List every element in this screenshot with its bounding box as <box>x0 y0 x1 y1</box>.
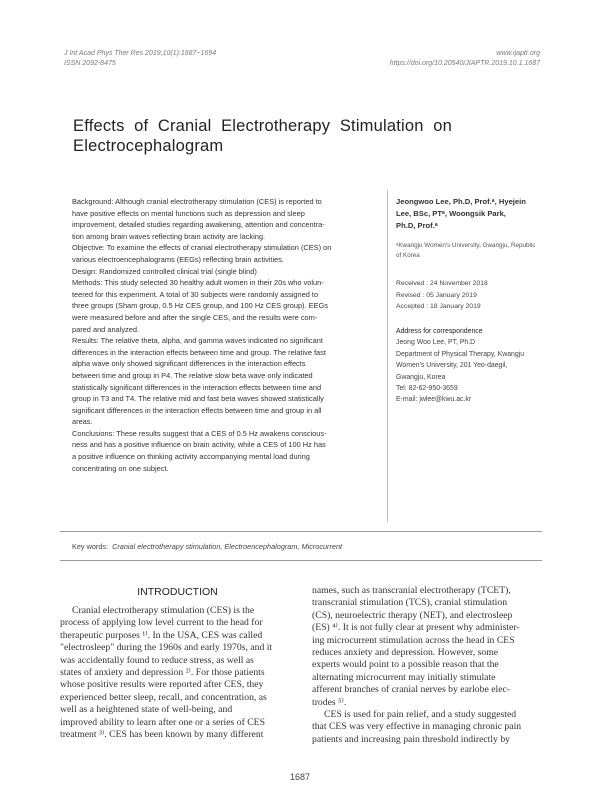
abstract-line: Background: Although cranial electrotherapy stimulation (CES) is reported to <box>72 197 322 206</box>
abstract-line: statistically significant differences in the interaction effects between time and <box>72 382 322 392</box>
received-date: Received : 24 November 2018 <box>396 280 488 287</box>
author-line: Lee, BSc, PTᵃ, Woongsik Park, <box>396 209 506 218</box>
body-line: treatment ³⁾. CES has been known by many different <box>60 729 264 741</box>
author-line: Ph.D, Prof.ᵃ <box>396 221 438 230</box>
body-line: alternating microcurrent may initially stimulate <box>312 671 496 683</box>
body-line: that CES was very effective in managing chronic pain <box>312 721 522 733</box>
abstract-line: alpha wave only showed significant differences in the interaction effects <box>72 359 306 369</box>
keywords-value: Cranial electrotherapy stimulation, Electroencephalogram, Microcurrent <box>112 542 343 551</box>
body-line: reduces anxiety and depression. However, some <box>312 647 499 659</box>
affiliation <box>396 241 546 261</box>
correspondence-title: Address for correspondence <box>396 328 483 335</box>
abstract-line: ness and has a positive influence on brain activity, while a CES of 100 Hz has <box>72 440 326 450</box>
abstract-line: significant differences in the interaction effects between time and group in all <box>72 405 322 415</box>
body-line: afferent branches of cranial nerves by earlobe elec- <box>312 684 511 696</box>
body-line: "electrosleep" during the 1960s and early 1970s, and it <box>60 642 273 654</box>
affiliation-line: of Korea <box>396 252 420 259</box>
keywords-top-rule <box>60 531 542 532</box>
accepted-date: Accepted : 18 January 2019 <box>396 303 481 311</box>
abstract-line: concentrating on one subject. <box>72 463 169 473</box>
body-line: patients and increasing pain threshold indirectly by <box>312 733 511 745</box>
article-title <box>73 116 533 156</box>
abstract-line: three groups (Sham group, 0.5 Hz CES group, and 100 Hz CES group). EEGs <box>72 301 328 311</box>
body-line: transcranial stimulation (TCS), cranial stimulation <box>312 597 508 609</box>
correspondence-line: Women's University, 201 Yeo-daegil, <box>396 362 508 370</box>
body-line: whose positive results were reported after CES, they <box>60 679 264 691</box>
doi-link[interactable]: https://doi.org/10.20540/JIAPTR.2019.10.1.1687 <box>389 60 540 67</box>
body-line: (CS), neuroelectric therapy (NET), and electrosleep <box>312 609 513 621</box>
abstract-line: Design: Randomized controlled clinical trial (single blind) <box>72 266 257 276</box>
journal-citation: J Int Acad Phys Ther Res 2019;10(1):1687~1694 <box>64 50 217 57</box>
correspondence-line: Jeong Woo Lee, PT, Ph.D <box>396 339 476 347</box>
abstract-line: a positive influence on thinking activity accompanying mental load during <box>72 452 310 462</box>
author-line: Jeongwoo Lee, Ph.D, Prof.ᵃ, Hyejein <box>396 197 526 206</box>
keywords <box>72 542 342 552</box>
abstract-line: between time and group in P4. The relative slow beta wave only indicated <box>72 370 313 380</box>
abstract-line: group in T3 and T4. The relative mid and fast beta waves showed statistically <box>72 394 324 404</box>
abstract-line: have positive effects on mental functions such as depression and sleep <box>72 208 305 218</box>
body-column-left <box>60 605 294 741</box>
body-line: improved ability to learn after one or a series of CES <box>60 716 265 728</box>
body-line: trodes ⁵⁾. <box>312 696 347 708</box>
doi-header <box>390 49 540 69</box>
author-list <box>396 196 546 232</box>
article-dates <box>396 278 546 313</box>
abstract-line: teered for this experiment. A total of 30 subjects were randomly assigned to <box>72 289 319 299</box>
body-column-right <box>312 585 546 746</box>
section-heading-introduction: INTRODUCTION <box>137 586 218 598</box>
abstract-line: areas. <box>72 417 93 427</box>
body-line: was accidentally found to reduce stress, as well as <box>60 654 254 666</box>
abstract-line: Methods: This study selected 30 healthy adult women in their 20s who volun- <box>72 278 324 288</box>
abstract-line: were measured before and after the single CES, and the results were com- <box>72 312 318 322</box>
body-line: Cranial electrotherapy stimulation (CES) is the <box>72 605 255 616</box>
column-divider <box>387 190 388 522</box>
correspondence-email[interactable]: E-mail: jwlee@kwu.ac.kr <box>396 396 472 404</box>
body-line: ing microcurrent stimulation across the head in CES <box>312 634 515 646</box>
journal-issn: ISSN 2092-8475 <box>64 60 116 67</box>
title-line-2: Electrocephalogram <box>73 137 224 155</box>
abstract-line: improvement, detailed studies regarding awakening, attention and concentra- <box>72 220 325 230</box>
abstract <box>72 196 379 474</box>
body-line: names, such as transcranial electrotherapy (TCET), <box>312 585 511 596</box>
abstract-line: pared and analyzed. <box>72 324 139 334</box>
body-line: process of applying low level current to the head for <box>60 617 263 629</box>
body-line: experts would point to a possible reason that the <box>312 659 499 671</box>
abstract-line: various electroencephalograms (EEGs) reflecting brain activities. <box>72 254 284 264</box>
journal-website[interactable]: www.ijaptr.org <box>496 50 540 57</box>
keywords-bottom-rule <box>60 560 542 561</box>
body-line: (ES) ⁴⁾. It is not fully clear at present why administer- <box>312 622 520 634</box>
abstract-line: Conclusions: These results suggest that a CES of 0.5 Hz awakens conscious- <box>72 428 327 438</box>
affiliation-line: ᵃKwangju Women's University, Gwangju, Republic <box>396 242 536 249</box>
body-line: states of anxiety and depression ²⁾. For those patients <box>60 667 265 679</box>
correspondence-line: Tel: 82-62-950-3659 <box>396 385 458 393</box>
title-line-1: Effects of Cranial Electrotherapy Stimulation on <box>73 117 452 135</box>
body-line: therapeutic purposes ¹⁾. In the USA, CES was called <box>60 629 263 641</box>
body-line: experienced better sleep, recall, and concentration, as <box>60 691 267 703</box>
abstract-line: tion among brain waves reflecting brain activity are lacking. <box>72 231 266 241</box>
correspondence <box>396 326 546 406</box>
correspondence-line: Department of Physical Therapy, Kwangju <box>396 350 525 358</box>
journal-header <box>64 49 216 69</box>
body-line: CES is used for pain relief, and a study suggested <box>324 709 517 721</box>
keywords-label: Key words: <box>72 542 109 551</box>
correspondence-line: Gwangju, Korea <box>396 373 446 381</box>
abstract-line: Results: The relative theta, alpha, and gamma waves indicated no significant <box>72 336 323 346</box>
abstract-line: Objective: To examine the effects of cranial electrotherapy stimulation (CES) on <box>72 243 332 253</box>
revised-date: Revised : 05 January 2019 <box>396 291 477 299</box>
page-number: 1687 <box>289 772 311 782</box>
abstract-line: differences in the interaction effects between time and group. The relative fast <box>72 347 326 357</box>
body-line: well as a heightened state of well-being, and <box>60 704 233 716</box>
